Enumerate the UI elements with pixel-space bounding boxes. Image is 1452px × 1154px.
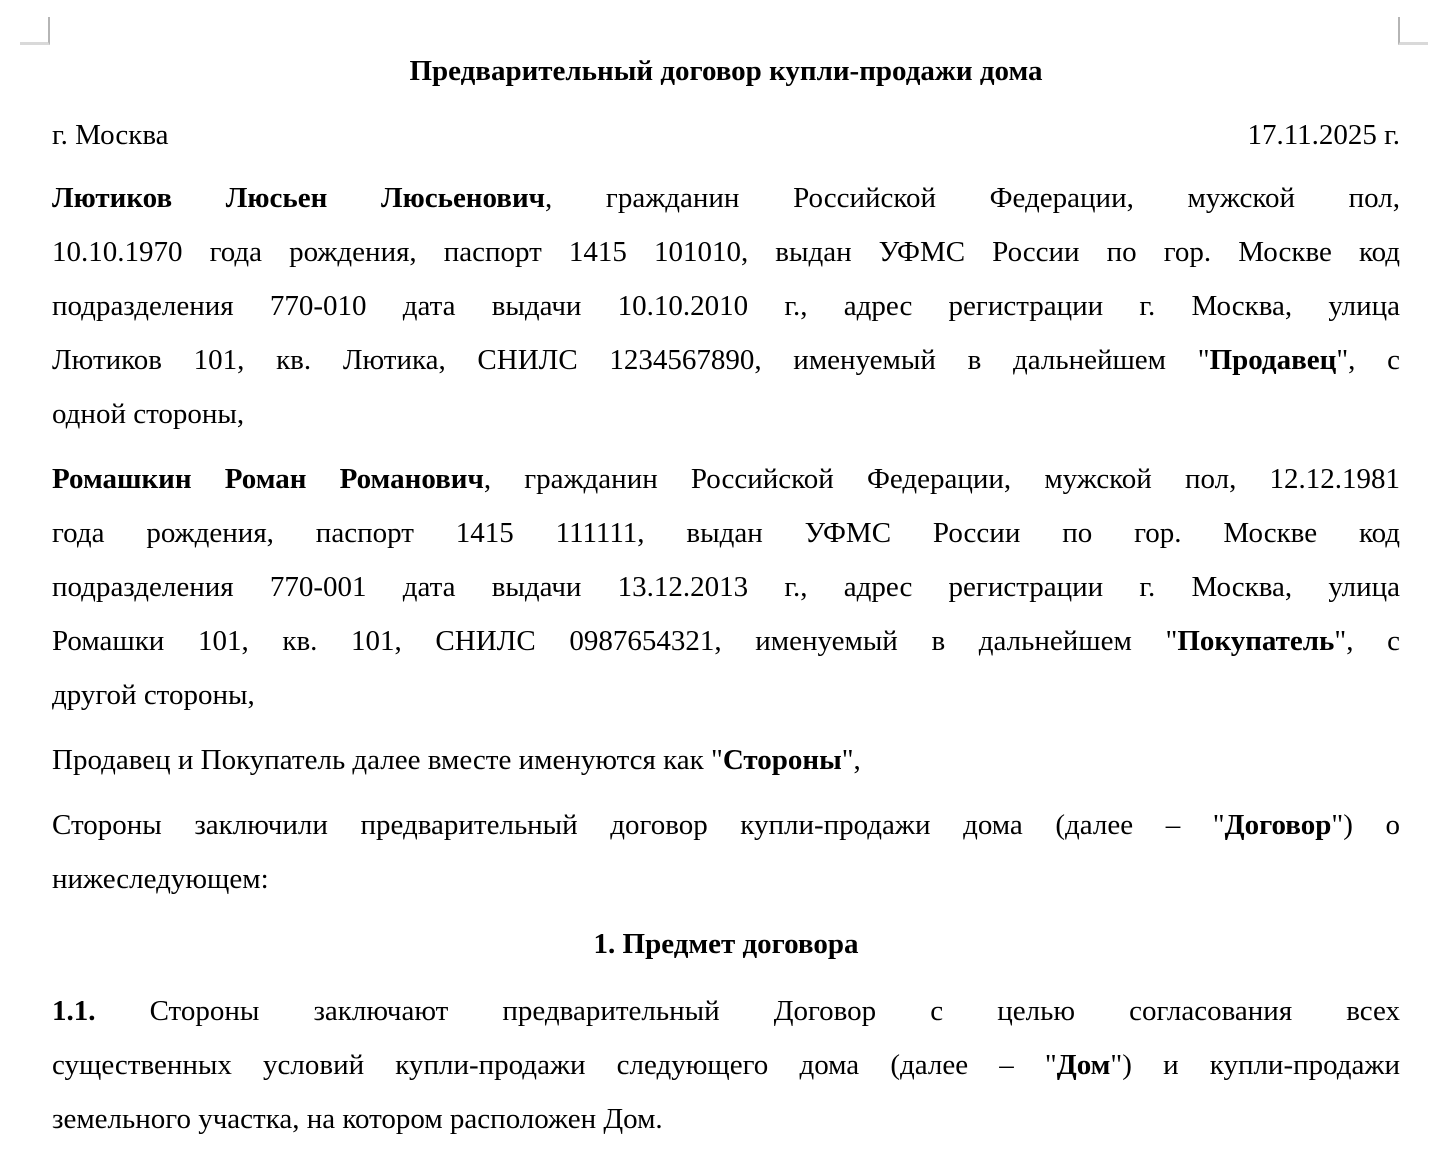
text-segment: нижеследующем: <box>52 863 269 895</box>
bold-text-segment: Покупатель <box>1177 625 1335 657</box>
text-line <box>52 798 1400 852</box>
text-segment: земельного участка, на котором расположен Дом. <box>52 1103 663 1135</box>
text-segment: ", с <box>1334 625 1400 657</box>
text-segment: Стороны заключают предварительный Договор с целью согласования всех <box>95 995 1400 1027</box>
text-line <box>52 733 1400 787</box>
date-label: 17.11.2025 г. <box>1247 119 1400 151</box>
page-margin-corner-top-right <box>1398 17 1428 45</box>
text-segment: ") и купли-продажи <box>1110 1049 1400 1081</box>
text-line <box>52 984 1400 1038</box>
text-segment: , гражданин Российской Федерации, мужской пол, <box>545 182 1400 214</box>
text-line <box>52 1038 1400 1092</box>
bold-text-segment: 1. Предмет договора <box>593 928 859 960</box>
city-label: г. Москва <box>52 119 169 151</box>
text-line <box>52 452 1400 506</box>
text-line <box>52 333 1400 387</box>
text-line <box>52 917 1400 971</box>
text-segment: Ромашки 101, кв. 101, СНИЛС 0987654321, именуемый в дальнейшем " <box>52 625 1178 657</box>
text-segment: ") о <box>1331 809 1400 841</box>
text-segment: Продавец и Покупатель далее вместе именуются как " <box>52 744 723 776</box>
section-1-heading <box>52 917 1400 971</box>
text-segment: другой стороны, <box>52 679 255 711</box>
text-line <box>52 225 1400 279</box>
bold-text-segment: Стороны <box>722 744 842 776</box>
text-line <box>52 614 1400 668</box>
bold-text-segment: Ромашкин Роман Романович <box>52 463 484 495</box>
document-body <box>52 171 1400 1146</box>
text-line <box>52 1092 1400 1146</box>
document-title: Предварительный договор купли-продажи дома <box>409 55 1043 87</box>
bold-text-segment: 1.1. <box>52 995 96 1027</box>
parties-clause <box>52 733 1400 787</box>
clause-1-1 <box>52 984 1400 1146</box>
bold-text-segment: Продавец <box>1209 344 1337 376</box>
preamble-clause <box>52 798 1400 906</box>
bold-text-segment: Лютиков Люсьен Люсьенович <box>52 182 546 214</box>
text-segment: существенных условий купли-продажи следующего дома (далее – " <box>52 1049 1057 1081</box>
text-segment: ", с <box>1336 344 1400 376</box>
text-line <box>52 171 1400 225</box>
text-line <box>52 852 1400 906</box>
bold-text-segment: Дом <box>1056 1049 1111 1081</box>
text-line <box>52 668 1400 722</box>
text-line <box>52 506 1400 560</box>
text-segment: 10.10.1970 года рождения, паспорт 1415 101010, выдан УФМС России по гор. Москве код <box>52 236 1400 268</box>
city-date-row <box>52 108 1400 162</box>
text-segment: ", <box>841 744 861 776</box>
text-segment: подразделения 770-010 дата выдачи 10.10.2010 г., адрес регистрации г. Москва, улица <box>52 290 1400 322</box>
page-margin-corner-top-left <box>20 17 50 45</box>
bold-text-segment: Договор <box>1224 809 1332 841</box>
seller-paragraph <box>52 171 1400 441</box>
text-segment: одной стороны, <box>52 398 245 430</box>
text-segment: подразделения 770-001 дата выдачи 13.12.2013 г., адрес регистрации г. Москва, улица <box>52 571 1400 603</box>
text-line <box>52 560 1400 614</box>
text-segment: Лютиков 101, кв. Лютика, СНИЛС 1234567890, именуемый в дальнейшем " <box>52 344 1210 376</box>
text-segment: года рождения, паспорт 1415 111111, выдан УФМС России по гор. Москве код <box>52 517 1400 549</box>
text-line <box>52 387 1400 441</box>
text-segment: , гражданин Российской Федерации, мужской пол, 12.12.1981 <box>483 463 1400 495</box>
text-line <box>52 279 1400 333</box>
buyer-paragraph <box>52 452 1400 722</box>
text-segment: Стороны заключили предварительный договор купли-продажи дома (далее – " <box>52 809 1225 841</box>
document-content <box>52 44 1400 1154</box>
